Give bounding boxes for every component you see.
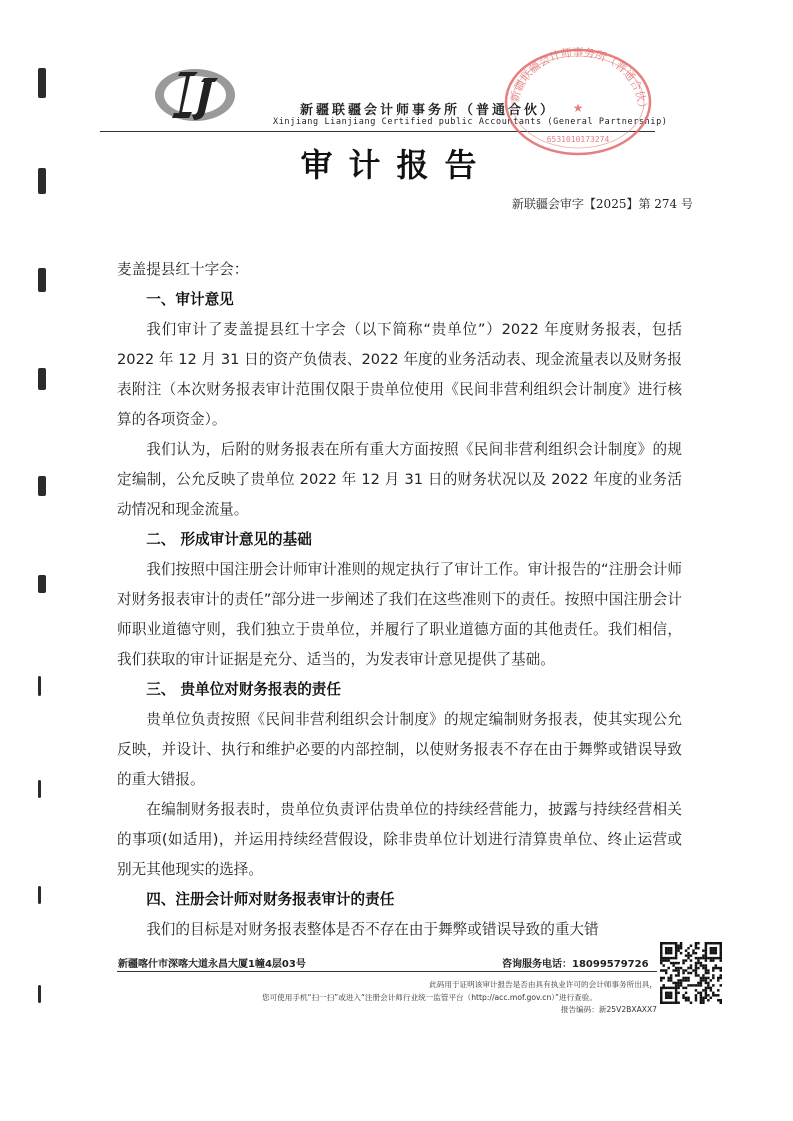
firm-name: 新疆联疆会计师事务所（普通合伙） <box>300 103 557 118</box>
section1-heading: 一、审计意见 <box>146 291 234 308</box>
document-title: 审计报告 <box>300 146 493 184</box>
report-code: 报告编码：新25V2BXAXX7 <box>560 1005 657 1014</box>
binder-mark-1 <box>38 68 46 98</box>
svg-text:6531010173274: 6531010173274 <box>546 135 610 144</box>
section1-paragraph-1: 我们审计了麦盖提县红十字会（以下简称“贵单位”）2022 年度财务报表，包括 2022 年 12 月 31 日的资产负债表、2022 年度的业务活动表、现金流量表以及财务报表附注（本次财务报表审计范围仅限于贵单位使用《民间非营利组织会计制度》进行核算的各项资金）。 <box>117 321 682 428</box>
firm-seal <box>500 38 655 156</box>
binder-mark-5 <box>38 476 46 496</box>
svg-text:★: ★ <box>572 101 584 115</box>
binder-mark-8 <box>38 780 41 798</box>
report-number: 新联疆会审字【2025】第 274 号 <box>511 197 693 211</box>
section1-paragraph-2: 我们认为，后附的财务报表在所有重大方面按照《民间非营利组织会计制度》的规定编制，公允反映了贵单位 2022 年 12 月 31 日的财务状况以及 2022 年度的业务活动情况和现金流量。 <box>117 441 682 518</box>
section4-heading: 四、注册会计师对财务报表审计的责任 <box>146 891 395 908</box>
firm-english-name: Xinjiang Lianjiang Certified public Accountants (General Partnership) <box>273 117 668 127</box>
binder-mark-7 <box>38 676 41 696</box>
firm-phone: 咨询服务电话：18099579726 <box>502 959 649 970</box>
footer-divider <box>117 971 657 972</box>
verification-notice-line2: 您可使用手机“扫一扫”或进入“注册会计师行业统一监管平台（http://acc.mof.gov.cn）”进行查验。 <box>262 993 597 1002</box>
section2-heading: 二、 形成审计意见的基础 <box>146 531 312 548</box>
binder-mark-10 <box>38 985 41 1003</box>
binder-mark-4 <box>38 368 46 390</box>
firm-address: 新疆喀什市深喀大道永昌大厦1幢4层03号 <box>118 959 306 970</box>
section3-heading: 三、 贵单位对财务报表的责任 <box>146 681 341 698</box>
svg-text:新疆联疆会计师事务所（普通合伙）: 新疆联疆会计师事务所（普通合伙） <box>508 45 649 114</box>
binder-mark-6 <box>38 575 46 593</box>
binder-mark-9 <box>38 886 41 904</box>
binder-mark-3 <box>38 268 46 292</box>
report-body <box>117 255 682 945</box>
verification-notice-line1: 此码用于证明该审计报告是否由具有执业许可的会计师事务所出具， <box>429 980 657 989</box>
section3-paragraph-2: 在编制财务报表时，贵单位负责评估贵单位的持续经营能力，披露与持续经营相关的事项(如适用)，并运用持续经营假设，除非贵单位计划进行清算贵单位、终止运营或别无其他现实的选择。 <box>117 801 682 878</box>
section2-paragraph-1: 我们按照中国注册会计师审计准则的规定执行了审计工作。审计报告的“注册会计师对财务报表审计的责任”部分进一步阐述了我们在这些准则下的责任。按照中国注册会计师职业道德守则，我们独立于贵单位，并履行了职业道德方面的其他责任。我们相信，我们获取的审计证据是充分、适当的，为发表审计意见提供了基础。 <box>117 561 682 668</box>
salutation: 麦盖提县红十字会： <box>117 261 249 278</box>
section3-paragraph-1: 贵单位负责按照《民间非营利组织会计制度》的规定编制财务报表，使其实现公允反映，并设计、执行和维护必要的内部控制，以使财务报表不存在由于舞弊或错误导致的重大错报。 <box>117 711 682 788</box>
firm-logo <box>152 60 238 130</box>
qr-code-icon[interactable] <box>660 942 722 1004</box>
section4-paragraph-1: 我们的目标是对财务报表整体是否不存在由于舞弊或错误导致的重大错 <box>146 921 599 938</box>
